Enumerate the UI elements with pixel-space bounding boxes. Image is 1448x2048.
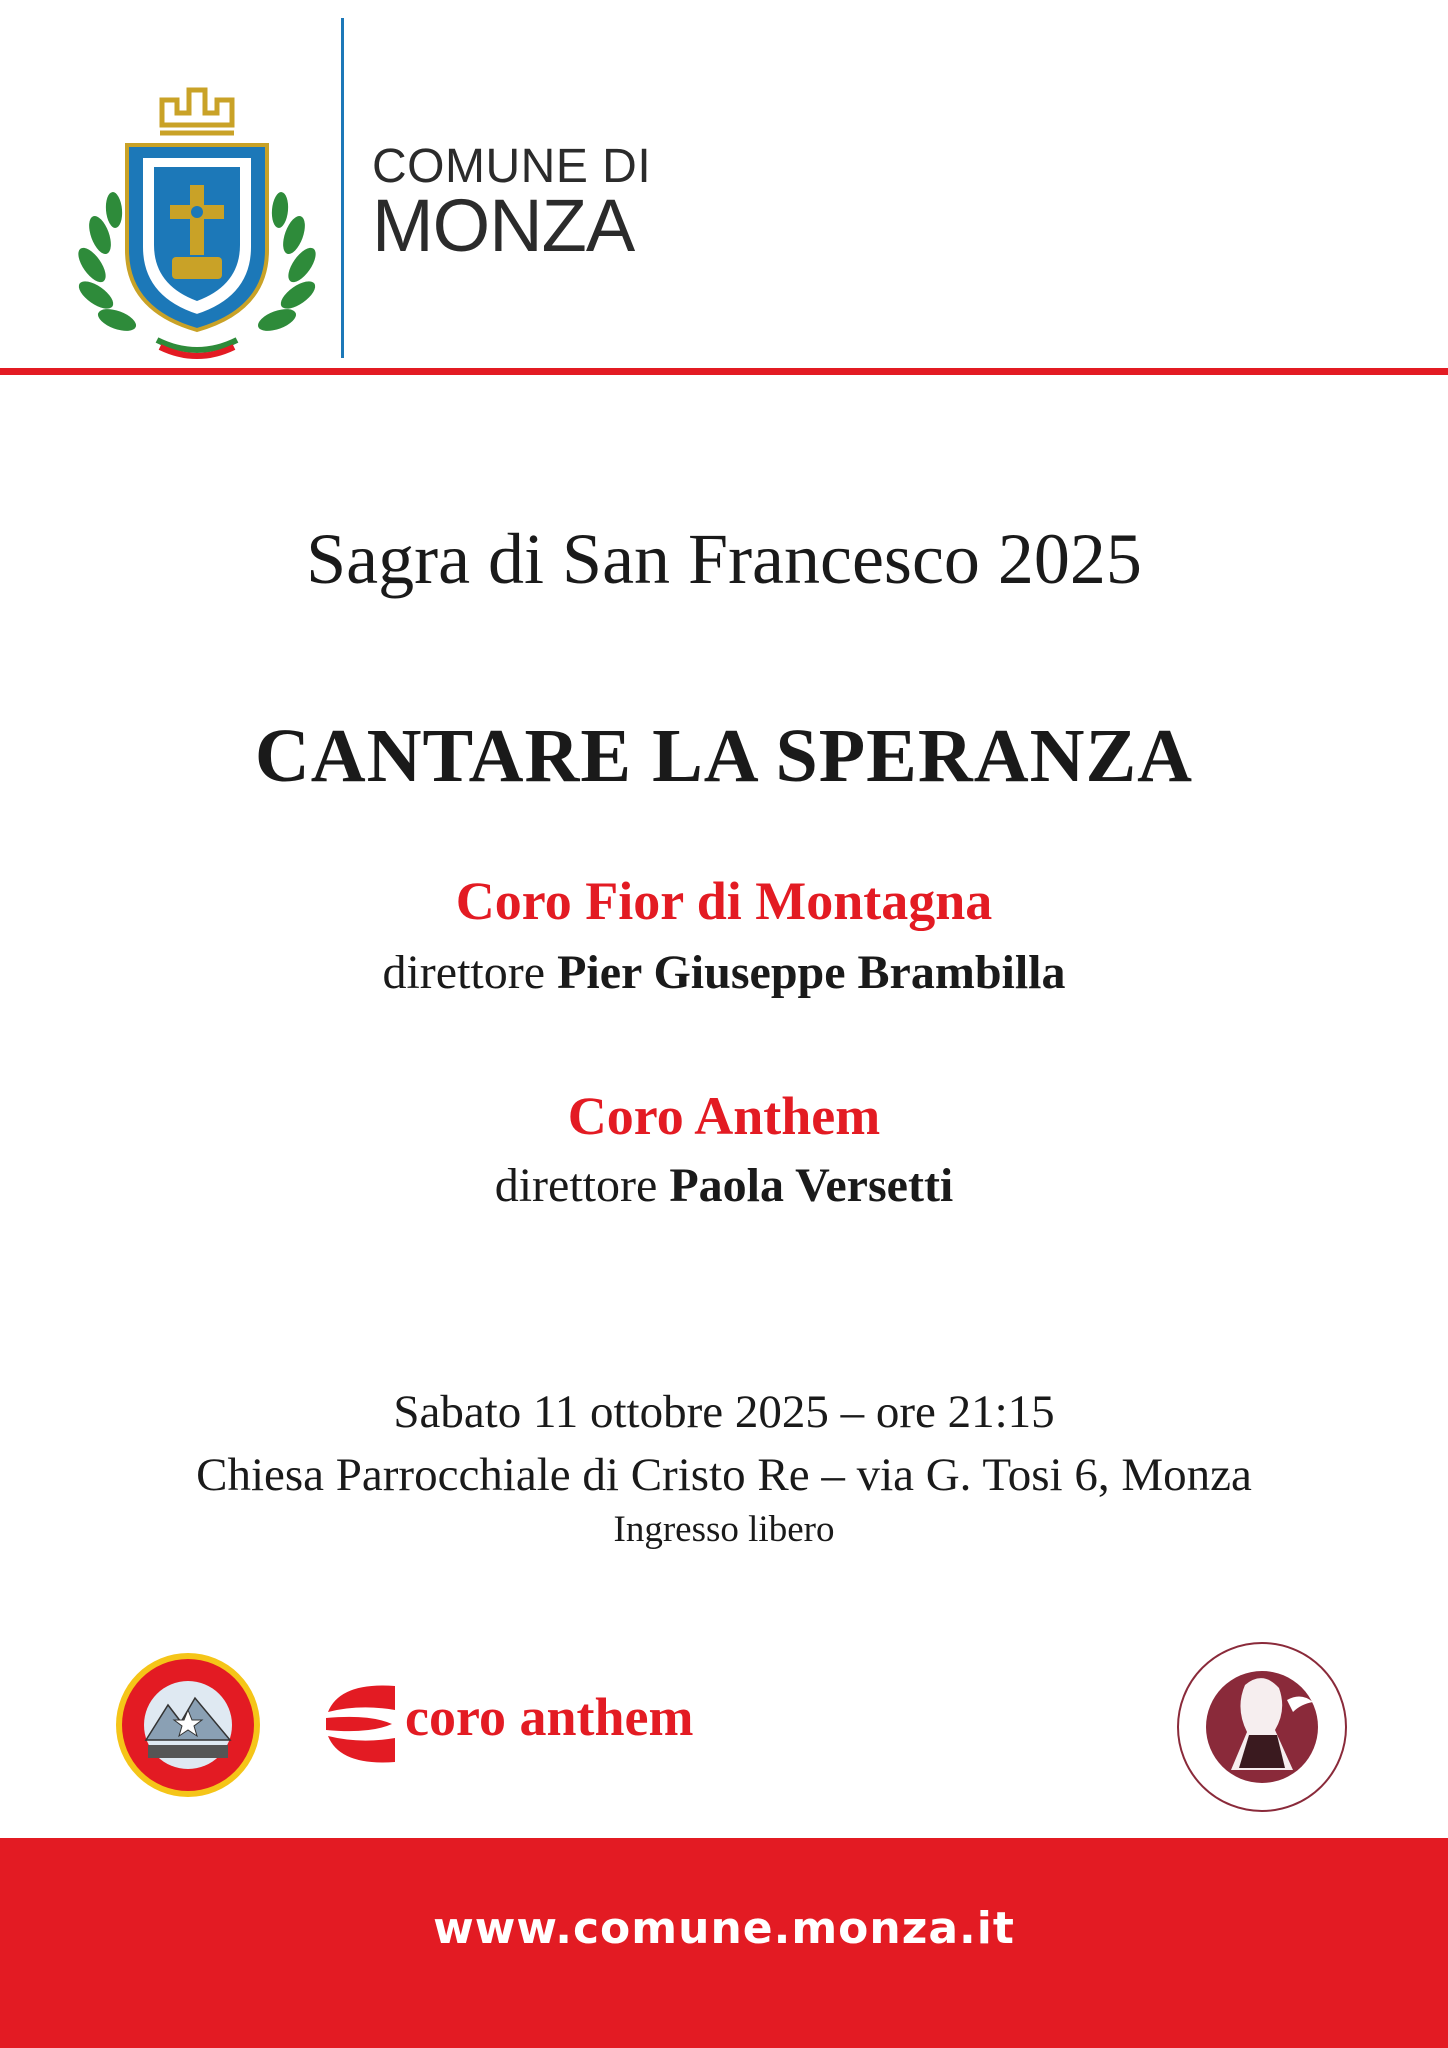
choir-1-director: [0, 945, 1448, 1000]
monza-coat-of-arms: [72, 85, 322, 365]
choir-1-name: Coro Fior di Montagna: [455, 871, 993, 931]
coro-anthem-wordmark: coro anthem: [405, 1687, 694, 1747]
choir-2-name: Coro Anthem: [567, 1086, 881, 1146]
director-prefix: direttore: [494, 1159, 658, 1212]
brand-line-1: COMUNE DI: [372, 140, 652, 193]
event-title: CANTARE LA SPERANZA: [254, 714, 1194, 798]
header-divider: [341, 18, 344, 358]
brand-line-2: MONZA: [372, 184, 635, 267]
director-name: Paola Versetti: [669, 1159, 954, 1212]
event-name: Sagra di San Francesco 2025: [306, 519, 1142, 599]
event-admission: Ingresso libero: [613, 1509, 835, 1550]
director-name: Pier Giuseppe Brambilla: [557, 946, 1066, 999]
director-prefix: direttore: [382, 946, 546, 999]
header-red-rule: [0, 368, 1448, 375]
event-date-time: Sabato 11 ottobre 2025 – ore 21:15: [393, 1386, 1055, 1438]
coro-fior-di-montagna-logo: [113, 1650, 263, 1800]
comunita-pastorale-logo: [1175, 1640, 1350, 1815]
event-venue: Chiesa Parrocchiale di Cristo Re – via G. Tosi 6, Monza: [196, 1449, 1252, 1501]
website-link[interactable]: www.comune.monza.it: [433, 1903, 1015, 1954]
comune-di-monza-wordmark: [372, 140, 652, 267]
header: [0, 0, 1448, 380]
choir-2-director: [0, 1158, 1448, 1213]
